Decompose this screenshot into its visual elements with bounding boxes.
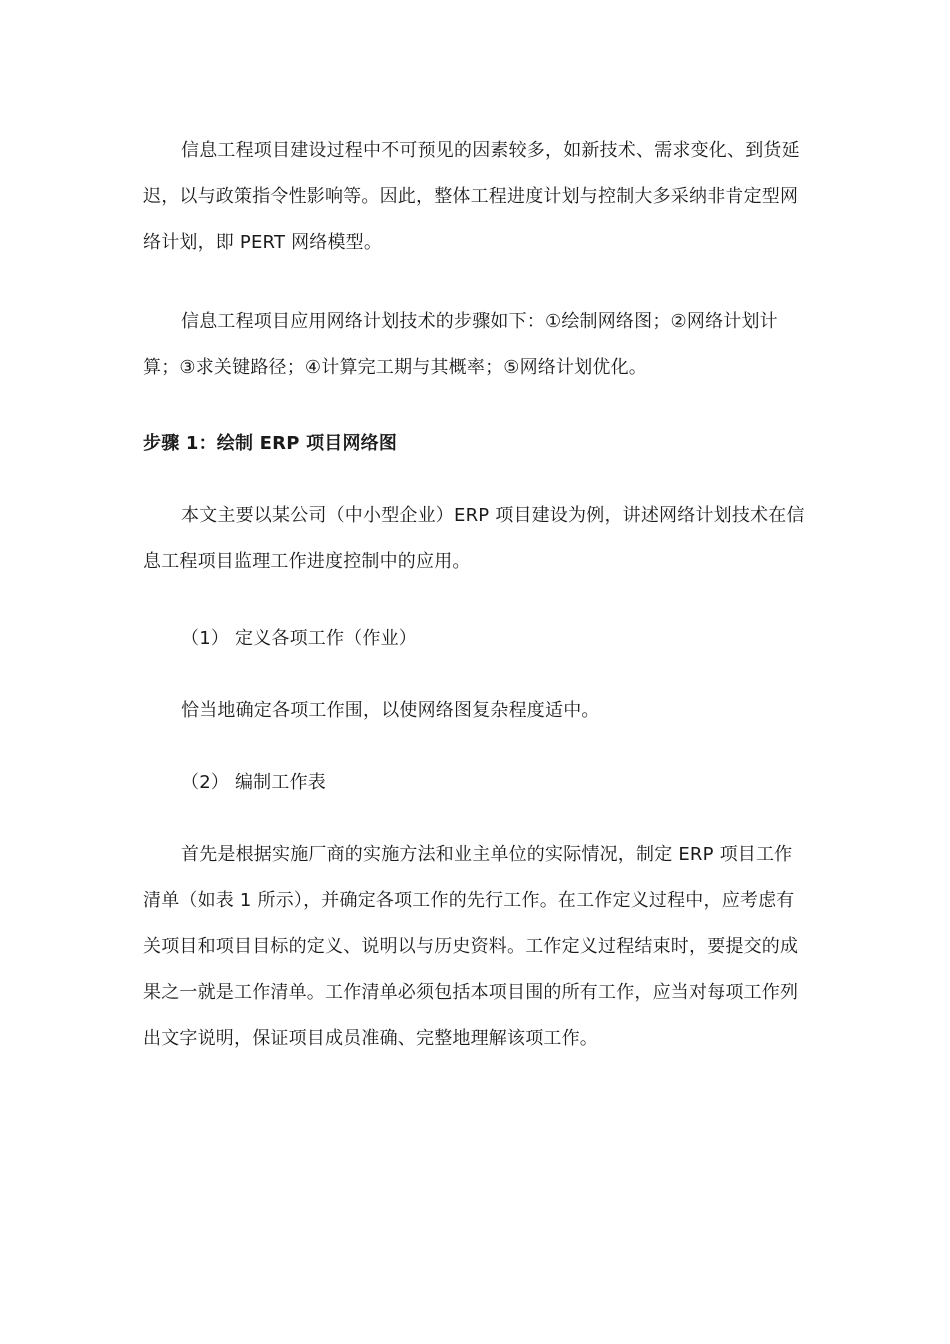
- list-item-define-work: （1） 定义各项工作（作业）: [181, 628, 417, 649]
- paragraph-steps-overview: 信息工程项目应用网络计划技术的步骤如下：①绘制网络图；②网络计划计算；③求关键路径；④计算完工期与其概率；⑤网络计划优化。: [143, 311, 778, 378]
- section-heading-step1: 步骤 1：绘制 ERP 项目网络图: [143, 433, 398, 454]
- paragraph-uncertainty: 信息工程项目建设过程中不可预见的因素较多，如新技术、需求变化、到货延迟，以与政策指令性影响等。因此，整体工程进度计划与控制大多采纳非肯定型网络计划，即 PERT 网络模型。: [143, 140, 800, 253]
- paragraph-work-list: 首先是根据实施厂商的实施方法和业主单位的实际情况，制定 ERP 项目工作清单（如表 1 所示），并确定各项工作的先行工作。在工作定义过程中，应考虑有关项目和项目目标的定义、说明以与历史资料。工作定义过程结束时，要提交的成果之一就是工作清单。工作清单必须包括本项目围的所有工作，应当对每项工作列出文字说明，保证项目成员准确、完整地理解该项工作。: [143, 844, 799, 1049]
- paragraph-erp-example: 本文主要以某公司（中小型企业）ERP 项目建设为例，讲述网络计划技术在信息工程项目监理工作进度控制中的应用。: [143, 505, 805, 572]
- paragraph-work-scope: 恰当地确定各项工作围，以使网络图复杂程度适中。: [181, 700, 600, 721]
- list-item-work-table: （2） 编制工作表: [181, 772, 326, 793]
